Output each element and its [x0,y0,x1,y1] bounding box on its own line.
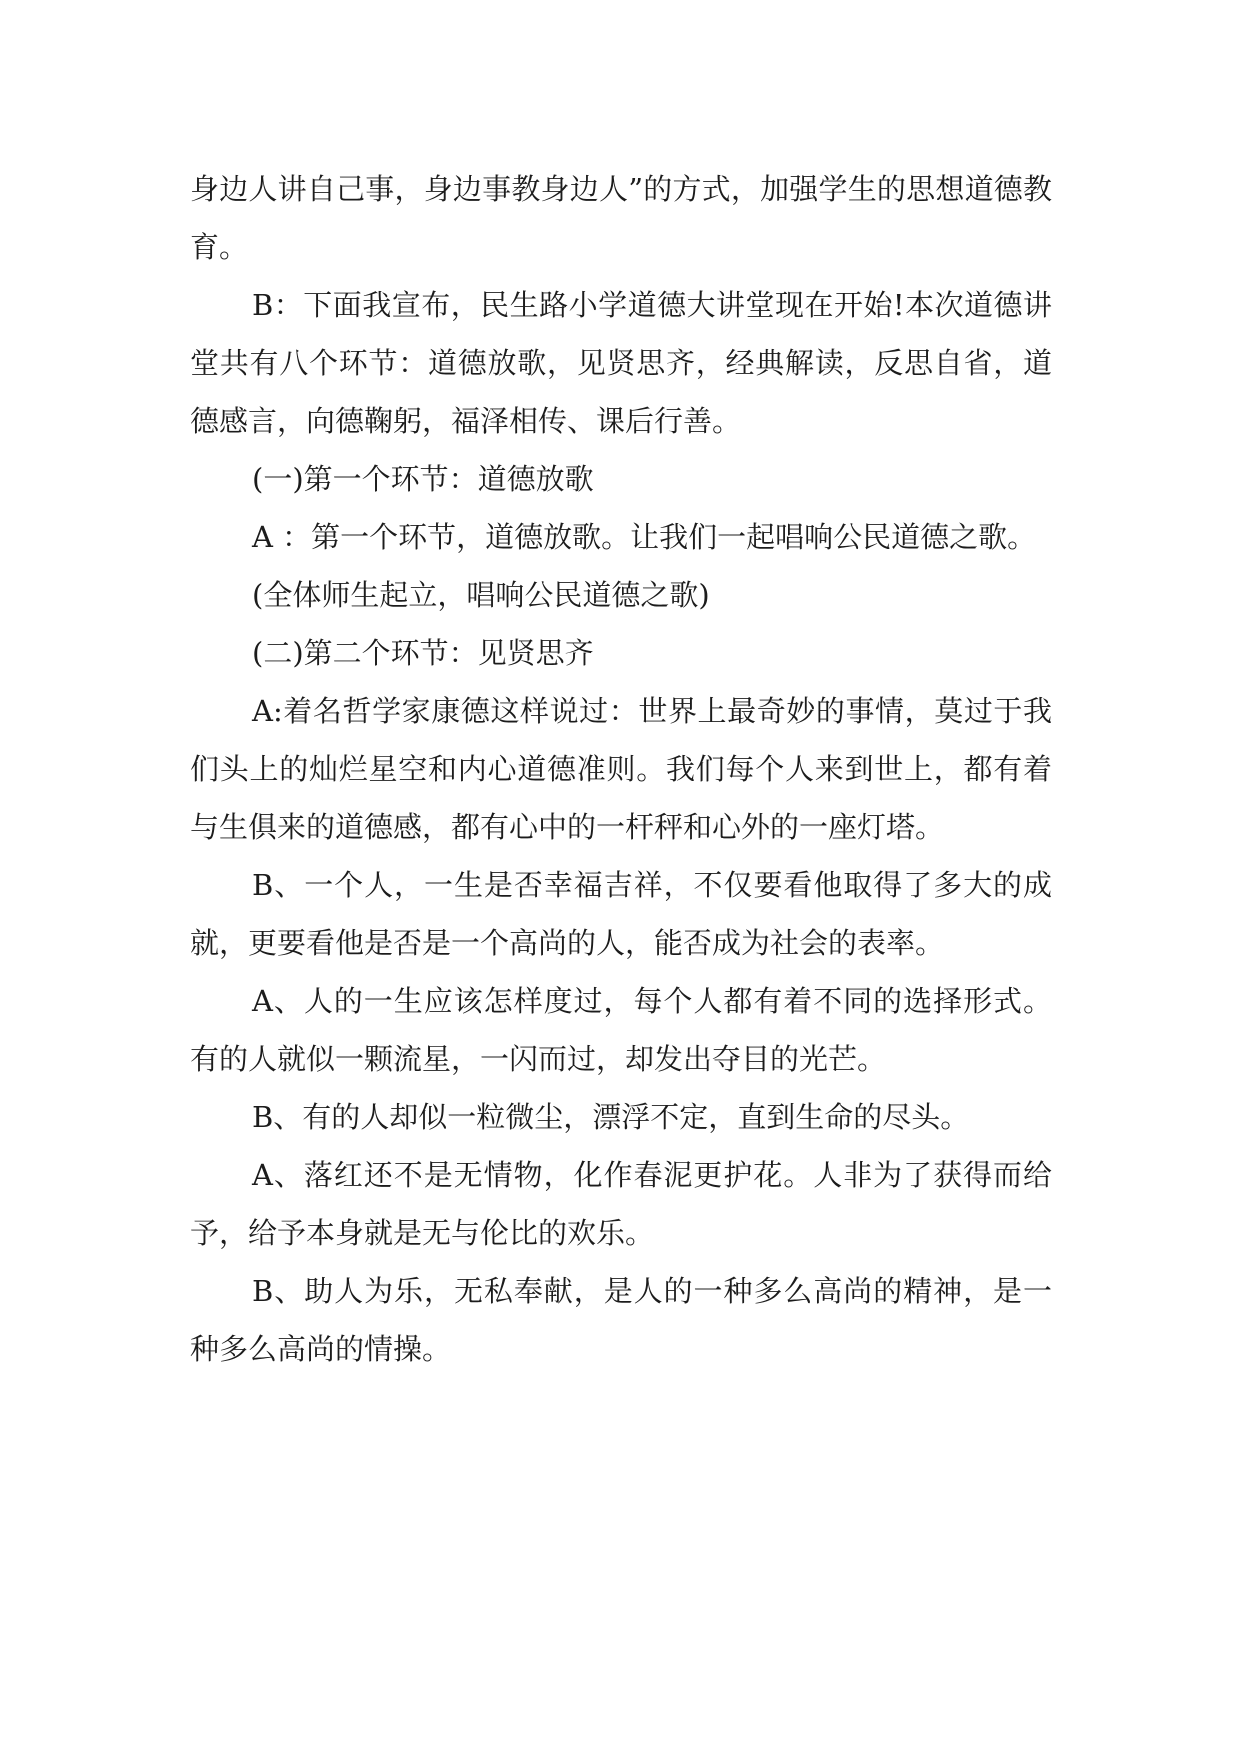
section-heading-2: (二)第二个环节：见贤思齐 [252,636,594,670]
section-heading-1: (一)第一个环节：道德放歌 [252,462,594,496]
paragraph-a-kant: A:着名哲学家康德这样说过：世界上最奇妙的事情，莫过于我们头上的灿烂星空和内心道德准则。我们每个人来到世上，都有着与生俱来的道德感，都有心中的一杆秤和心外的一座灯塔。 [190,694,1052,844]
paragraph-a-giving: A、落红还不是无情物，化作春泥更护花。人非为了获得而给予，给予本身就是无与伦比的欢乐。 [190,1158,1052,1250]
paragraph-b-dust: B、有的人却似一粒微尘，漂浮不定，直到生命的尽头。 [252,1100,970,1134]
paragraph-announcement: B：下面我宣布，民生路小学道德大讲堂现在开始!本次道德讲堂共有八个环节：道德放歌，见贤思齐，经典解读，反思自省，道德感言，向德鞠躬，福泽相传、课后行善。 [190,288,1052,438]
paragraph-b-helping: B、助人为乐，无私奉献，是人的一种多么高尚的精神，是一种多么高尚的情操。 [190,1274,1052,1366]
paragraph-a-singing: A ：第一个环节，道德放歌。让我们一起唱响公民道德之歌。 [252,520,1037,554]
stage-direction: (全体师生起立，唱响公民道德之歌) [252,578,710,612]
paragraph-b-happiness: B、一个人，一生是否幸福吉祥，不仅要看他取得了多大的成就，更要看他是否是一个高尚的人，能否成为社会的表率。 [190,868,1052,960]
body-text [190,160,1052,1378]
paragraph-continuation: 身边人讲自己事，身边事教身边人”的方式，加强学生的思想道德教育。 [190,172,1052,264]
paragraph-a-meteor: A、人的一生应该怎样度过，每个人都有着不同的选择形式。有的人就似一颗流星，一闪而过，却发出夺目的光芒。 [190,984,1052,1076]
